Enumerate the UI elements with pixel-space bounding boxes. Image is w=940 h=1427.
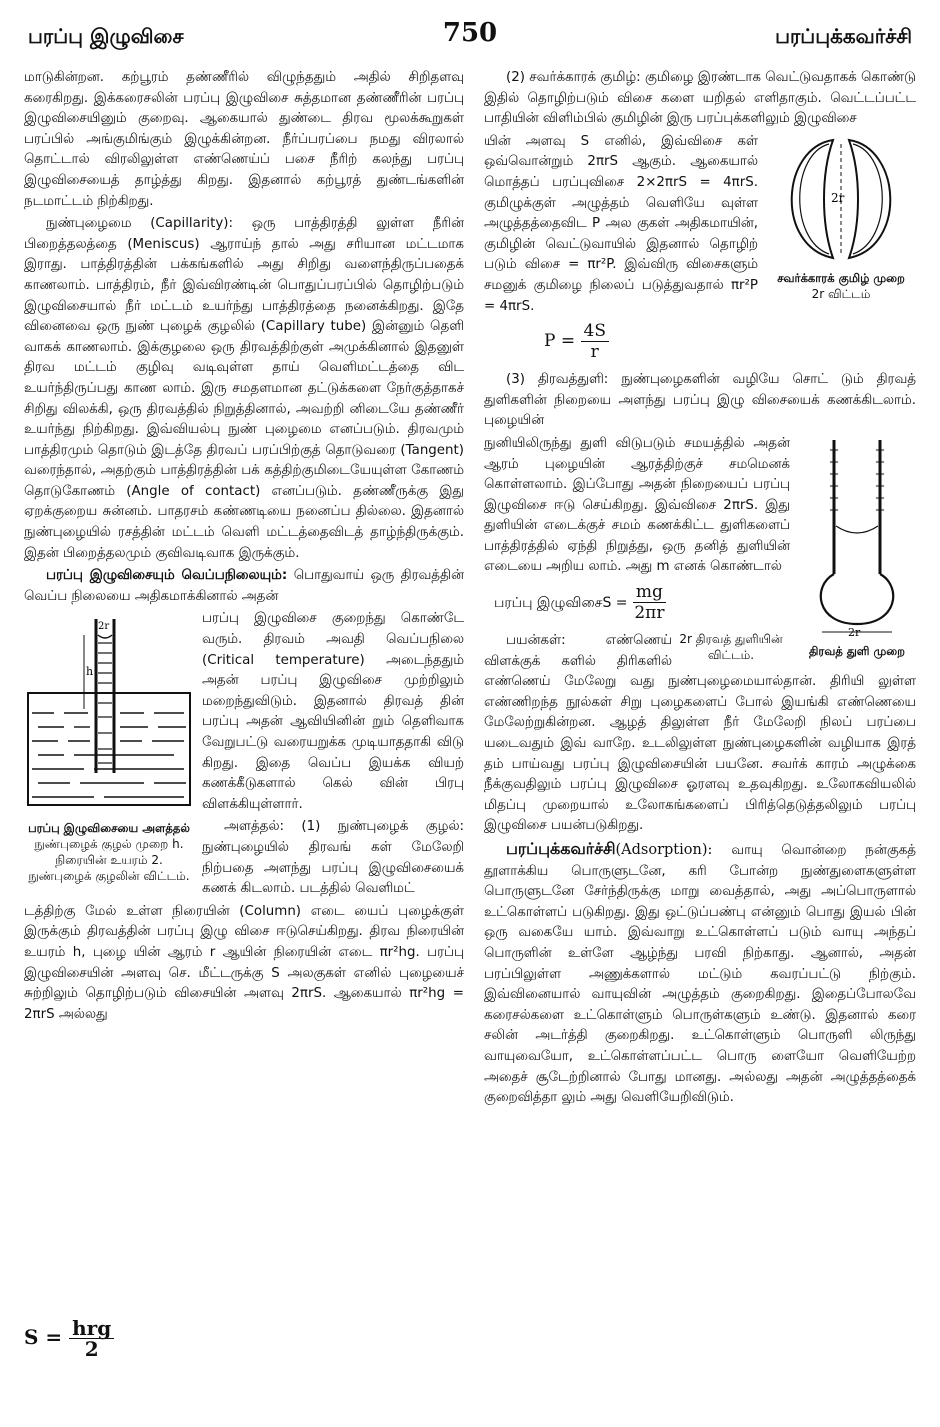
drop-caption: 2r திரவத் துளியின் விட்டம். (679, 632, 783, 663)
paragraph-camphor: மாடுகின்றன. கற்பூரம் தண்ணீரில் விழுந்ததும் அதில் சிறிதளவு கரைகிறது. இக்கரைசலின் பரப்பு இழுவிசை சுத்தமான தண்ணீரின் பரப்பு இழுவிசையினும் குறைவு. ஆகையால் துண்டை திரவ மூலக்கூறுகள் பரப்பில் அங்குமிங்கும் இழுக்கின்றன. நீர்ப்பரப்பை நமது விரலால் தொட்டால் விரலிலுள்ள எண்ணெய்ப் பசை நீரிற் கலந்து பரப்பு இழுவிசையைத் தாழ்த்து கிறது. இதனால் கற்பூரத் துண்டங்களின் நடமாட்டம் நிற்கிறது. (24, 70, 464, 209)
bubble-formula-lhs: P = (544, 331, 576, 352)
bubble-formula-denominator: r (590, 342, 599, 363)
paragraph-uses: பயன்கள்: எண்ணெய் விளக்குக் களில் திரிகளில் எண்ணெய் மேலேறு வது நுண்புழைமையால்தான். திரியி லுள்ள எண்ணிறந்த நூல்கள் சிறு புழைகளைப் போல் இயங்கி எண்ணெயை மேலேற்றுகின்றன. ஆழத் திலுள்ள நீர் மேலேறி நிலப் பரப்பை யடைவதும் இவ் வாறே. உடலிலுள்ள நுண்புழைகளின் வழியாக இரத் தம் பாய்வது பரப்பு இழுவிசையின் பயனே. சவர்க் காரம் அழுக்கை நீக்குவதிலும் பரப்பு இழுவிசை ஓரளவு உதவுகிறது. உலோகவியலில் மிதப்பு முறையால் உலோகங்களைப் பிரித்தெடுத்தலிலும் பரப்பு இழுவிசை பயன்படுகிறது. (484, 633, 916, 834)
header-next-title: பரப்புக்கவர்ச்சி (775, 24, 912, 48)
paragraph-column-weight: டத்திற்கு மேல் உள்ள நிரையின் (Column) எடை யைப் புழைக்குள் இருக்கும் திரவத்தின் பரப்பு இழு விசை ஈடுசெய்கிறது. திரவ நிரையின் உயரம் h, புழை யின் ஆரம் r ஆயின் நிரையின் எடை πr²hg. பரப்பு இழுவிசையின் அளவு செ. மீட்டருக்கு S அலகுகள் எனில் புழையைச் சுற்றிலும் தொழிற்படும் விசையின் அளவு 2πrS. ஆகையால் πr²hg = 2πrS அல்லது (24, 903, 464, 1022)
paragraph-adsorption (484, 839, 916, 1109)
soap-bubble-caption-bold: சவர்க்காரக் குமிழ் முறை (777, 271, 905, 286)
drop-caption-box (672, 631, 790, 663)
soap-bubble-diameter-label: 2r (831, 190, 845, 205)
capillary-figure-caption: நுண்புழைக் குழல் முறை h. நிரையின் உயரம் 2. நுண்புழைக் குழலின் விட்டம். (28, 837, 190, 884)
left-column (24, 68, 464, 1027)
drop-formula-denominator: 2πr (634, 603, 665, 624)
soap-bubble-diagram-icon (771, 134, 911, 264)
paragraph-temperature-intro (24, 566, 464, 607)
soap-bubble-caption: 2r விட்டம் (811, 287, 871, 302)
temperature-heading: பரப்பு இழுவிசையும் வெப்பநிலையும்: (46, 568, 288, 584)
capillary-formula (24, 1318, 114, 1359)
paragraph-capillarity: நுண்புழைமை (Capillarity): ஒரு பாத்திரத்தி லுள்ள நீரின் பிறைத்தலத்தை (Meniscus) ஆராய்ந் தால் அது சரியான மட்டமாக இராது. பாத்திரத்தின் பக்கங்களில் அது சிறிது வளைந்திருப்பதைக் காணலாம். பாத்திரம், நீர் இவ்விரண்டின் பொதுப்பரப்பில் தொழிற்படும் இழுவிசையால் நீர் மட்டம் உயர்ந்து பாத்திரத்தை நனைக்கிறது. இதே வினைவை ஒரு நுண் புழைக் குழலில் (Capillary tube) இன்னும் தெளி வாகக் காணலாம். இக்குழலை ஒரு திரவத்திற்குள் அமுக்கினால் இதனுள் திரவ மட்டம் குழிவு வடிவுள்ள தாய் வெளிமட்டத்தை விட உயர்ந்திருப்பது காண லாம். இரு சமதளமான தட்டுக்களை நேர்குத்தாகச் சிறிது விலக்கி, ஒரு திரவத்தில் நிறுத்தினால், அவற்றி னிடையே தண்ணீர் உயர்ந்து நிற்கிறது. இவ்வியல்பு நுண் புழைமை எனப்படும். திரவமும் பாத்திரமும் தொடும் இடத்தே திரவப் பரப்பிற்குத் தொடுவரை (Tangent) வரைந்தால், அதற்கும் பாத்திரத்தின் பக் கத்திற்குமிடையேயுள்ள கோணம் தொடுகோணம் (Angle of contact) எனப்படும். தண்ணீருக்கு இது ஏறக்குறைய சுன்னம். பாதரசம் கண்ணடியை நனைப்ப தில்லை. இதனால் நுண்புழையில் ரசத்தின் மட்டம் வெளி மட்டத்தைவிடத் தாழ்ந்திருக்கும். இதன் பிறைத்தலமும் குவிவடிவாக இருக்கும். (24, 216, 464, 561)
drop-caption-bold: திரவத் துளி முறை (808, 643, 906, 658)
bubble-formula-fraction (581, 321, 609, 362)
page-header (28, 10, 912, 60)
svg-text:h: h (86, 665, 94, 679)
capillary-formula-denominator: 2 (84, 1337, 99, 1361)
adsorption-text: வாயு வொன்றை நன்குகத் தூளாக்கிய பொருளுடனே, கரி போன்ற நுண்துளைகளுள்ள பொருளுடனே சேர்ந்திருக்கு மாறு வைத்தால், அது அப்பொருளால் உட்கொள்ளப் படுகிறது. இது ஒட்டுப்பண்பு என்னும் பொது இயல் பின் ஒரு வகையே யாம். இவ்வாறு உட்கொள்ளப் படும் வாயு அந்தப் பொருளின் உள்ளே ஆழ்ந்து பரவி நிற்காது. ஆனால், அதன் பரப்பிலுள்ள அணுக்களால் மட்டும் கவரப்பட்டு நிற்கும். இவ்வினையால் வாயுவின் அழுத்தம் குறைகிறது. இதைப்போலவே கரைசல்களை உட்கொள்ளும் பொருள்களும் உண்டு. இதனால் கரை சலின் அடர்த்தி குறைகிறது. உட்கொள்ளும் பொருளி லிருந்து வாயுவையோ, உட்கொள்ளப்பட்ட பொரு ளையோ வெளியேற்ற அதைச் சூடேற்றினால் போது மானது. அல்லது அதன் அழுத்தத்தைக் குறைவித்தா லும் அது வெளியேறிவிடும். (484, 843, 916, 1106)
adsorption-term: பரப்புக்கவர்ச்சி (506, 839, 616, 858)
paragraph-temperature: பரப்பு இழுவிசை குறைந்து கொண்டே வரும். திரவம் அவதி வெப்பநிலை (Critical temperature) அடைந்ததும் அதன் பரப்பு இழுவிசை முற்றிலும் மறைந்துவிடும். இதனால் திரவத் தின் பரப்பு அதன் ஆவியினின் றும் தெளிவாக வேறுபட்டு வரையறுக்க முடியாததாகி விடு கிறது. இதை வெப்ப இயக்க வியற் கணக்கீடுகளால் கெல் வின் பிரபு விளக்கியுள்ளார். (202, 611, 464, 812)
capillary-figure-caption-bold: பரப்பு இழுவிசையை அளத்தல் (28, 821, 190, 836)
svg-text:2r: 2r (98, 621, 110, 633)
liquid-drop-diagram-icon (802, 436, 912, 636)
capillary-tube-diagram-icon (24, 613, 194, 813)
drop-figure (798, 436, 916, 659)
right-column (484, 68, 916, 1111)
paragraph-measurement-capillary: அளத்தல்: (1) நுண்புழைக் குழல்: நுண்புழையில் திரவங் கள் மேலேறி நிற்பதை அளந்து பரப்பு இழுவிசையைக் கணக் கிடலாம். படத்தில் வெளிமட் (202, 819, 464, 897)
paragraph-drop-intro: (3) திரவத்துளி: நுண்புழைகளின் வழியே சொட் டும் திரவத் துளிகளின் நிறையை அளந்து பரப்பு இழு விசையைக் கணக்கிடலாம். புழையின் (484, 372, 916, 429)
adsorption-latin-term: (Adsorption): (615, 842, 713, 858)
bubble-pressure-formula (544, 321, 916, 362)
temperature-intro-text: பொதுவாய் ஒரு திரவத்தின் வெப்ப நிலையை அதிகமாக்கினால் அதன் (24, 568, 464, 604)
capillary-formula-lhs: S = (24, 1325, 63, 1349)
header-section-title: பரப்பு இழுவிசை (28, 24, 184, 48)
paragraph-soap-bubble-intro: (2) சவர்க்காரக் குமிழ்: குமிழை இரண்டாக வெட்டுவதாகக் கொண்டு இதில் தொழிற்படும் விசை களை யறிதல் எளிதாகும். வெட்டப்பட்ட பாதியின் விளிம்பில் குமிழின் இரு பரப்புக்களிலும் இழுவிசை (484, 70, 916, 127)
page-number: 750 (442, 18, 498, 48)
capillary-formula-numerator: hrg (69, 1318, 114, 1339)
drop-diameter-label: 2r (848, 625, 861, 636)
drop-formula-lhs: பரப்பு இழுவிசைS = (494, 595, 628, 612)
capillary-formula-fraction (69, 1318, 114, 1359)
soap-bubble-figure (766, 134, 916, 303)
drop-formula-numerator: mg (633, 582, 666, 603)
drop-formula-fraction (633, 582, 666, 623)
paragraph-soap-bubble: யின் அளவு S எனில், இவ்விசை கள் ஒவ்வொன்றும் 2πrS ஆகும். ஆகையால் மொத்தப் பரப்புவிசை 2×2πrS = 4πrS. குமிழுக்குள் அழுத்தம் வெளியே வுள்ள அழுத்தத்தைவிட P அல குகள் அதிகமாயின், குமிழின் வெட்டுவாயில் இதனால் தொழிற் படும் விசை = πr²P. இவ்விரு விசைகளும் சமனுக் குமிழை நிலைப் படுத்துவதால் πr²P = 4πrS. (484, 133, 758, 314)
paragraph-drop: நுனியிலிருந்து துளி விடுபடும் சமயத்தில் அதன் ஆரம் புழையின் ஆரத்திற்குச் சமமெனக் கொள்ளலாம். இப்போது அதன் நிறையைப் பரப்பு இழுவிசை ஈடு செய்கிறது. இவ்விசை 2πrS. இது துளியின் எடைக்குச் சமம் கணக்கிட்ட துளிகளைப் பாத்திரத்தில் ஏந்தி நிறுத்து, ஒரு தனித் துளியின் எடையை அறிய லாம். அது m எனக் கொண்டால் (484, 435, 790, 575)
bubble-formula-numerator: 4S (581, 321, 609, 342)
capillary-figure (24, 613, 194, 884)
